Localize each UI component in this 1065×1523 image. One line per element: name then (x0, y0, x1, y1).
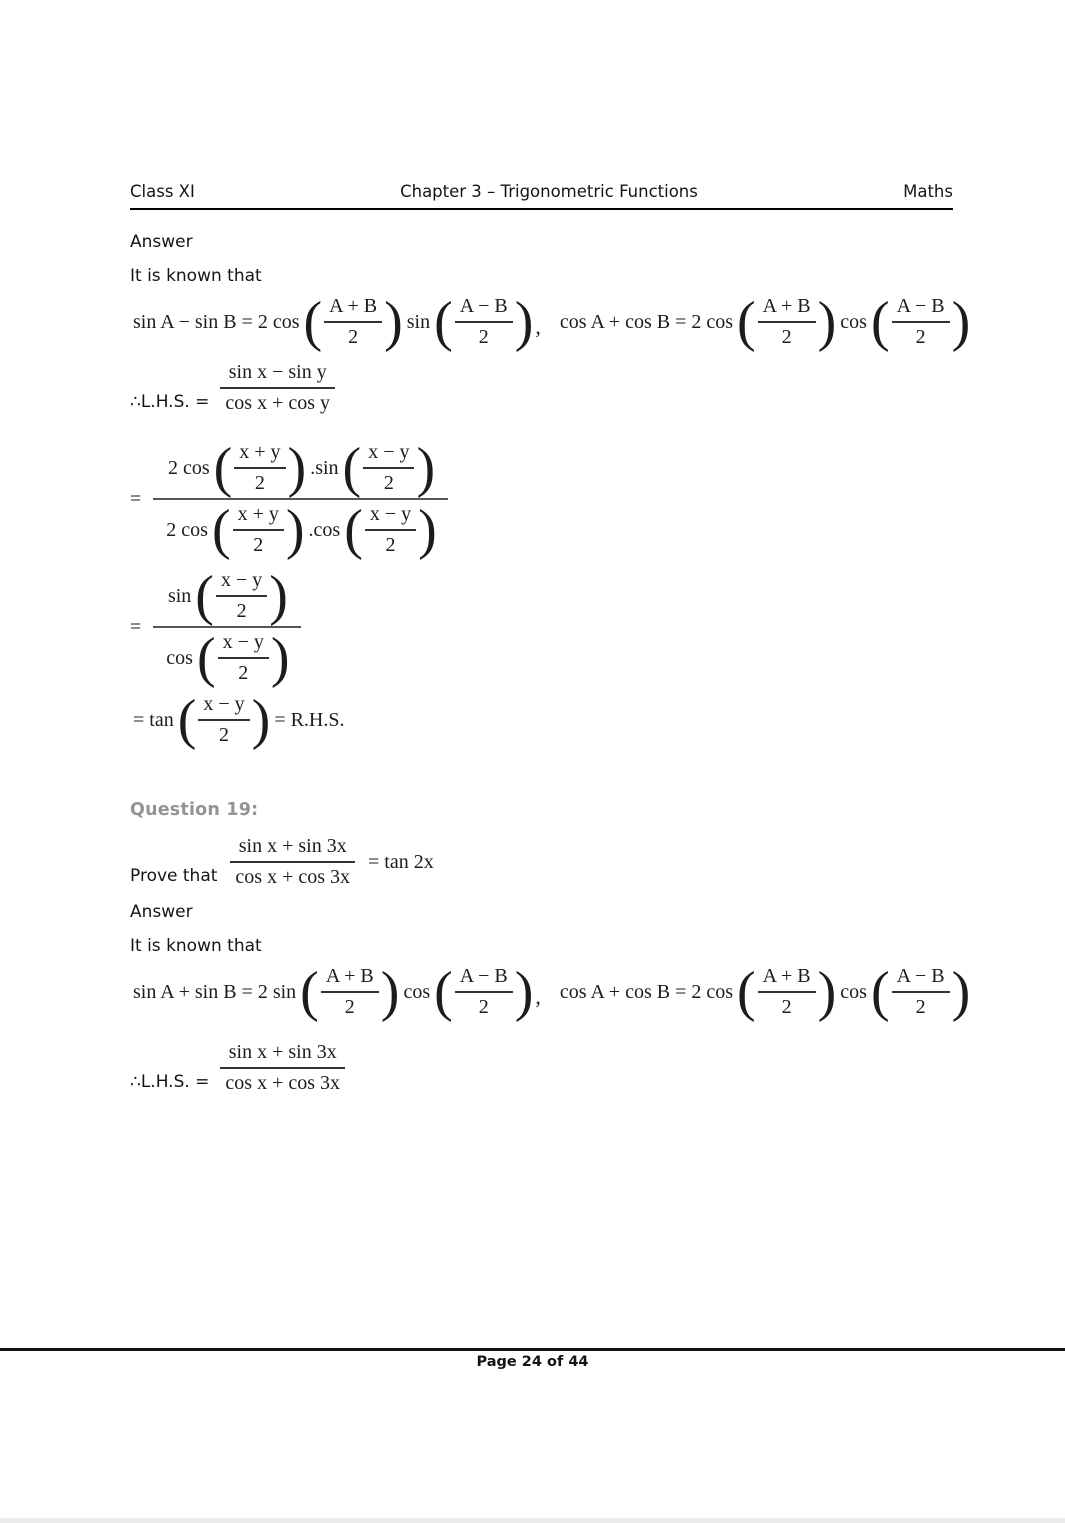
fraction (758, 964, 816, 1020)
close-paren: ) (285, 499, 305, 561)
lhs-line-1 (130, 360, 336, 416)
fraction-numerator: x − y (363, 440, 414, 469)
lhs-line-2 (130, 1040, 346, 1096)
open-paren: ( (737, 961, 756, 1023)
prove-that-label: Prove that (130, 866, 218, 886)
header-chapter-title: Chapter 3 – Trigonometric Functions (400, 182, 698, 201)
close-paren: ) (269, 565, 288, 627)
open-paren: ( (870, 291, 890, 353)
fraction-denominator: cos x + cos y (225, 392, 331, 414)
open-paren: ( (213, 437, 233, 499)
comma-separator: , (535, 984, 541, 1009)
fraction-denominator: 2 (344, 996, 355, 1018)
fraction-denominator: 2 (781, 996, 792, 1018)
fraction (220, 360, 335, 416)
math-function: cos (840, 310, 867, 333)
fraction-denominator: 2 (236, 600, 247, 622)
fraction-numerator: x − y (198, 692, 249, 721)
fraction (198, 692, 249, 748)
close-paren: ) (418, 499, 437, 561)
open-paren: ( (196, 627, 216, 689)
header-class-label: Class XI (130, 182, 195, 201)
fraction-denominator: 2 (915, 326, 926, 348)
fraction-denominator: cos x + cos 3x (235, 866, 351, 888)
lhs-label: ∴L.H.S. = (130, 392, 210, 412)
math-function: .sin (310, 456, 339, 479)
question-19-title: Question 19: (130, 800, 259, 820)
fraction (324, 294, 382, 350)
close-paren: ) (951, 291, 971, 353)
fraction-numerator: A − B (892, 294, 950, 323)
identity-formula-1 (130, 291, 971, 353)
math-text: sin A − sin B = 2 cos (133, 310, 300, 333)
equals-sign: = (130, 487, 142, 510)
math-text: = tan (133, 708, 174, 731)
derivation-step-1 (130, 437, 448, 561)
fraction-numerator: x + y (234, 440, 285, 469)
fraction-numerator: A − B (892, 964, 950, 993)
close-paren: ) (951, 961, 971, 1023)
open-paren: ( (211, 499, 231, 561)
fraction-numerator: x − y (218, 630, 269, 659)
derivation-step-2 (130, 565, 301, 689)
fraction-denominator: 2 (219, 724, 230, 746)
open-paren: ( (195, 565, 214, 627)
page-bottom-edge (0, 1518, 1065, 1523)
big-fraction-denominator (153, 499, 448, 561)
big-fraction (153, 437, 448, 561)
fraction-numerator: x − y (365, 502, 416, 531)
open-paren: ( (737, 291, 756, 353)
big-fraction (153, 565, 300, 689)
fraction-denominator: 2 (238, 662, 249, 684)
fraction (892, 294, 950, 350)
known-that-text: It is known that (130, 936, 262, 956)
fraction-numerator: A + B (758, 964, 816, 993)
close-paren: ) (514, 961, 534, 1023)
close-paren: ) (270, 627, 290, 689)
fraction (321, 964, 379, 1020)
fraction-denominator: cos x + cos 3x (225, 1072, 341, 1094)
math-text: 2 cos (167, 456, 210, 479)
fraction-denominator: 2 (348, 326, 359, 348)
big-fraction-numerator (153, 565, 300, 628)
math-text: = R.H.S. (274, 708, 345, 731)
big-fraction-numerator (153, 437, 448, 500)
identity-formula-2 (130, 961, 971, 1023)
math-text: 2 cos (166, 518, 208, 541)
answer-label: Answer (130, 902, 193, 922)
math-function: cos (166, 646, 193, 669)
math-text: cos A + cos B = 2 cos (559, 310, 734, 333)
fraction-numerator: sin x − sin y (220, 360, 335, 389)
fraction (455, 964, 513, 1020)
fraction-numerator: x − y (216, 568, 267, 597)
fraction-denominator: 2 (253, 534, 264, 556)
footer-divider (0, 1348, 1065, 1351)
open-paren: ( (434, 961, 453, 1023)
fraction-numerator: A − B (455, 964, 513, 993)
math-function: cos (840, 980, 867, 1003)
fraction (230, 834, 355, 890)
close-paren: ) (514, 291, 534, 353)
fraction-denominator: 2 (478, 996, 489, 1018)
close-paren: ) (817, 961, 837, 1023)
fraction (892, 964, 950, 1020)
fraction (218, 630, 269, 686)
page-number: Page 24 of 44 (476, 1354, 589, 1370)
prove-statement (130, 834, 434, 890)
open-paren: ( (342, 437, 362, 499)
close-paren: ) (384, 291, 403, 353)
fraction-numerator: sin x + sin 3x (230, 834, 355, 863)
fraction-denominator: 2 (781, 326, 792, 348)
close-paren: ) (380, 961, 400, 1023)
fraction (233, 502, 284, 558)
math-function: cos (403, 980, 431, 1003)
close-paren: ) (416, 437, 436, 499)
close-paren: ) (817, 291, 837, 353)
fraction-denominator: 2 (915, 996, 926, 1018)
open-paren: ( (870, 961, 890, 1023)
open-paren: ( (177, 689, 197, 751)
fraction-numerator: A + B (321, 964, 379, 993)
fraction (234, 440, 285, 496)
conclusion-line (130, 689, 348, 751)
fraction-numerator: A + B (758, 294, 816, 323)
lhs-label: ∴L.H.S. = (130, 1072, 210, 1092)
fraction-numerator: A + B (324, 294, 382, 323)
math-function: .cos (308, 518, 341, 541)
fraction-denominator: 2 (383, 472, 394, 494)
header-subject-label: Maths (903, 182, 953, 201)
comma-separator: , (535, 314, 541, 339)
math-function: sin (167, 584, 192, 607)
math-text: cos A + cos B = 2 cos (559, 980, 734, 1003)
open-paren: ( (300, 961, 319, 1023)
page-header (130, 182, 953, 210)
equals-sign: = (130, 615, 142, 638)
fraction (363, 440, 414, 496)
big-fraction-denominator (153, 627, 300, 689)
fraction (758, 294, 816, 350)
fraction-denominator: 2 (478, 326, 489, 348)
math-text: sin A + sin B = 2 sin (133, 980, 297, 1003)
close-paren: ) (287, 437, 307, 499)
fraction (216, 568, 267, 624)
fraction (455, 294, 513, 350)
open-paren: ( (434, 291, 453, 353)
fraction-numerator: x + y (233, 502, 284, 531)
close-paren: ) (251, 689, 271, 751)
fraction-denominator: 2 (385, 534, 396, 556)
fraction (220, 1040, 345, 1096)
math-function: sin (406, 310, 431, 333)
open-paren: ( (344, 499, 363, 561)
fraction-numerator: A − B (455, 294, 513, 323)
prove-rhs-text: = tan 2x (368, 850, 434, 873)
open-paren: ( (303, 291, 323, 353)
known-that-text: It is known that (130, 266, 262, 286)
fraction-denominator: 2 (254, 472, 265, 494)
fraction (365, 502, 416, 558)
fraction-numerator: sin x + sin 3x (220, 1040, 345, 1069)
answer-label: Answer (130, 232, 193, 252)
